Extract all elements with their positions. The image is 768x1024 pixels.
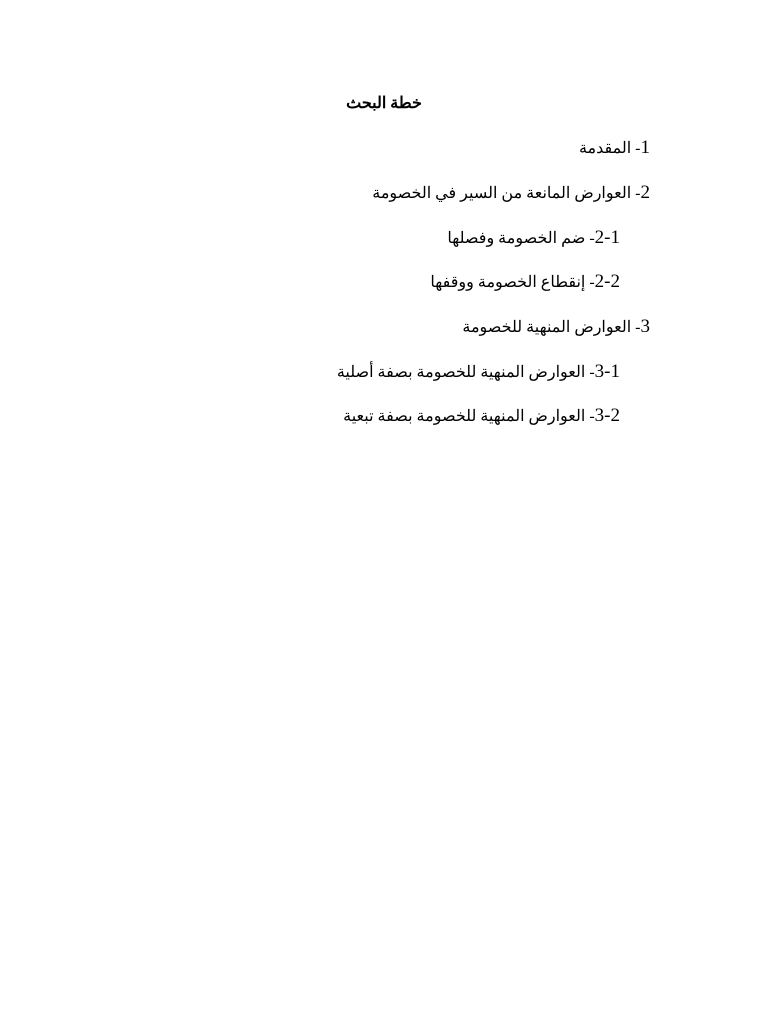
item-separator: - — [585, 408, 595, 425]
plan-subitem-joinder-separation — [170, 226, 620, 251]
page-title: خطة البحث — [346, 95, 422, 112]
item-separator: - — [631, 319, 641, 336]
plan-subitem-interruption-suspension — [170, 270, 620, 295]
item-text: العوارض المنهية للخصومة بصفة تبعية — [343, 408, 586, 425]
item-separator: - — [631, 185, 641, 202]
item-text: العوارض المنهية للخصومة — [462, 319, 632, 336]
item-number: 2 — [640, 182, 650, 203]
item-number: 1 — [640, 137, 650, 158]
item-text: إنقطاع الخصومة ووقفها — [430, 274, 586, 291]
plan-subitem-consequential-termination — [170, 404, 620, 429]
item-separator: - — [585, 364, 595, 381]
plan-item-introduction — [200, 136, 650, 161]
item-number: 3-1 — [594, 361, 620, 382]
plan-item-preventing-incidents — [200, 181, 650, 206]
plan-subitem-original-termination — [170, 360, 620, 385]
item-number: 2-2 — [594, 271, 620, 292]
item-number: 3-2 — [594, 405, 620, 426]
item-text: المقدمة — [578, 140, 632, 157]
item-separator: - — [585, 274, 595, 291]
item-text: ضم الخصومة وفصلها — [447, 230, 586, 247]
item-number: 3 — [640, 316, 650, 337]
item-separator: - — [585, 230, 595, 247]
item-text: العوارض المانعة من السير في الخصومة — [372, 185, 632, 202]
plan-item-terminating-incidents — [200, 315, 650, 340]
item-number: 2-1 — [594, 227, 620, 248]
item-text: العوارض المنهية للخصومة بصفة أصلية — [336, 364, 586, 381]
item-separator: - — [631, 140, 641, 157]
